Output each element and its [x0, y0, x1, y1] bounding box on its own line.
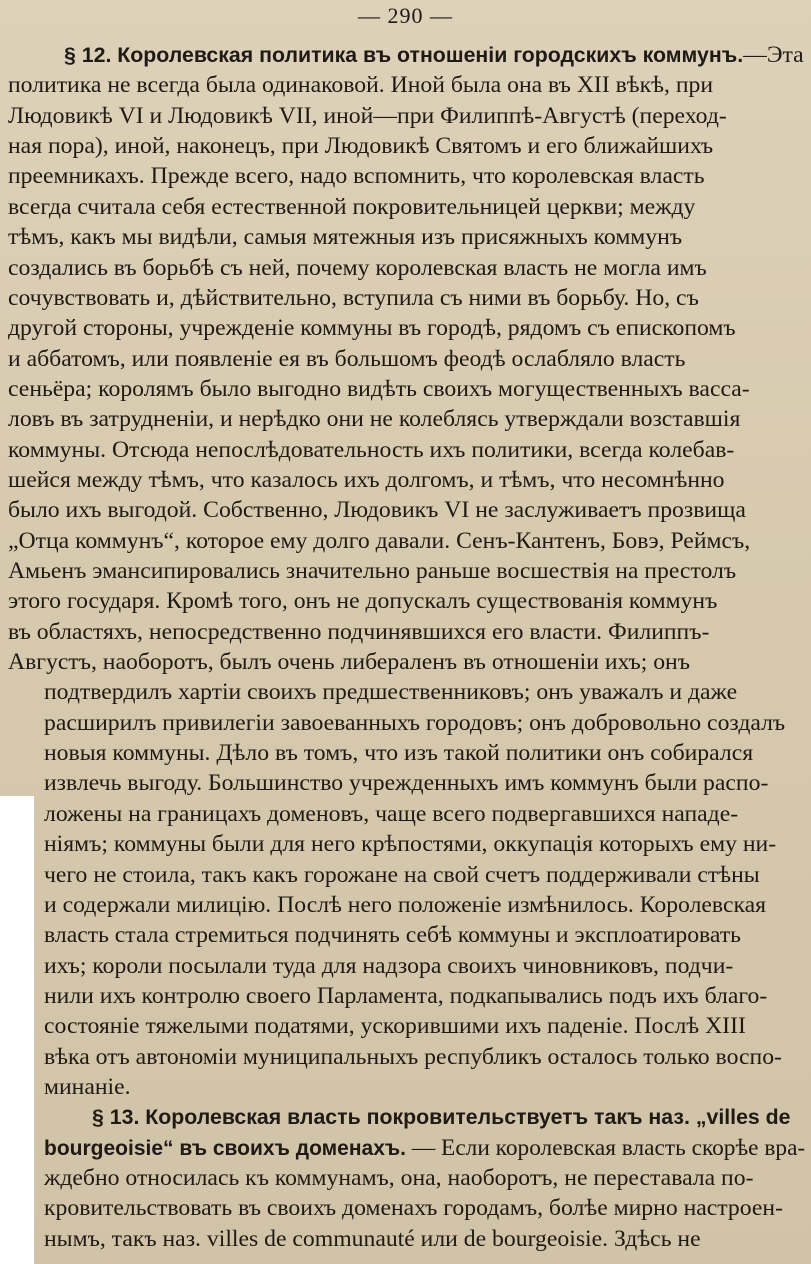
text-line: въ областяхъ, непосредственно подчинявшихся его власти. Филиппъ- [8, 618, 710, 645]
text-line: чего не стоила, такъ какъ горожане на свой счетъ поддерживали стѣны [44, 861, 760, 888]
text-line: и аббатомъ, или появленіе ея въ большомъ феодѣ ослабляло власть [8, 345, 686, 372]
text-line: новыя коммуны. Дѣло въ томъ, что изъ такой политики онъ собирался [44, 740, 754, 767]
text-line: и содержали милицію. Послѣ него положеніе измѣнилось. Королевская [44, 891, 767, 918]
text-line: ніямъ; коммуны были для него крѣпостями, оккупація которыхъ ему ни- [44, 831, 777, 858]
text-line: власть стала стремиться подчинять себѣ коммуны и эксплоатировать [44, 922, 741, 949]
section-13-heading: § 13. Королевская власть покровительствуетъ такъ наз. „villes de [92, 1105, 791, 1130]
text-line: политика не всегда была одинаковой. Иной была она въ XII вѣкѣ, при [8, 72, 714, 99]
text-line: подтвердилъ хартіи своихъ предшественниковъ; онъ уважалъ и даже [44, 679, 738, 706]
text-line: Амьенъ эмансипировались значительно раньше восшествія на престолъ [8, 558, 737, 584]
text-line: ждебно относилась къ коммунамъ, она, наоборотъ, не переставала по- [44, 1165, 754, 1191]
text-line: создались въ борьбѣ съ ней, почему королевская власть не могла имъ [8, 254, 707, 281]
text-line: было ихъ выгодой. Собственно, Людовикъ VI не заслуживаетъ прозвища [8, 497, 746, 524]
section-13-line-2-text: — Если королевская власть скорѣе вра- [406, 1134, 806, 1161]
text-line: расширилъ привилегіи завоеванныхъ городовъ; онъ добровольно создалъ [44, 709, 786, 736]
text-line: коммуны. Отсюда непослѣдовательность ихъ политики, всегда колебав- [8, 436, 735, 463]
text-line: „Отца коммунъ“, которое ему долго давали. Сенъ-Кантенъ, Бовэ, Реймсъ, [8, 527, 751, 554]
text-line: извлечь выгоду. Большинство учрежденныхъ имъ коммунъ были распо- [44, 770, 769, 797]
text-line: шейся между тѣмъ, что казалось ихъ долгомъ, и тѣмъ, что несомнѣнно [8, 466, 725, 493]
page-number: — 290 — [358, 3, 453, 28]
text-line: ловъ въ затрудненіи, и нерѣдко они не колеблясь утверждали возставшія [8, 406, 741, 433]
white-margin-patch [0, 796, 34, 1264]
text-line: ихъ; короли посылали туда для надзора своихъ чиновниковъ, подчи- [44, 952, 734, 979]
text-line: минаніе. [44, 1073, 131, 1100]
text-line: Людовикѣ VI и Людовикѣ VII, иной—при Филиппѣ-Августѣ (переход- [8, 102, 727, 129]
text-line: преемникахъ. Прежде всего, надо вспомнить, что королевская власть [8, 163, 705, 190]
text-line: нымъ, такъ наз. villes de communauté или de bourgeoisie. Здѣсь не [44, 1225, 701, 1252]
section-13-heading-line-1 [92, 1102, 791, 1132]
text-line: кровительствовать въ своихъ доменахъ городамъ, болѣе мирно настроен- [44, 1195, 783, 1222]
section-12-first-line [64, 40, 804, 70]
text-line: Августъ, наоборотъ, былъ очень либераленъ въ отношеніи ихъ; онъ [8, 649, 690, 675]
text-line: сеньёра; королямъ было выгодно видѣть своихъ могущественныхъ васса- [8, 375, 750, 402]
text-line: этого государя. Кромѣ того, онъ не допускалъ существованія коммунъ [8, 588, 718, 615]
text-line: состояніе тяжелыми податями, ускорившими ихъ паденіе. Послѣ XIII [44, 1013, 746, 1040]
text-line: всегда считала себя естественной покровительницей церкви; между [8, 193, 696, 220]
text-line: другой стороны, учрежденіе коммуны въ городѣ, рядомъ съ епископомъ [8, 315, 736, 342]
section-12-heading: § 12. Королевская политика въ отношеніи городскихъ коммунъ. [64, 43, 744, 67]
text-line: тѣмъ, какъ мы видѣли, самыя мятежныя изъ присяжныхъ коммунъ [8, 224, 683, 251]
text-line: ложены на границахъ доменовъ, чаще всего подвергавшихся нападе- [44, 800, 739, 827]
text-line: сочувствовать и, дѣйствительно, вступила съ ними въ борьбу. Но, съ [8, 284, 699, 311]
text-line: вѣка отъ автономіи муниципальныхъ республикъ осталось только воспо- [44, 1043, 782, 1070]
section-13-line-2 [44, 1133, 805, 1163]
section-13-heading-continued: bourgeoisie“ въ своихъ доменахъ. [44, 1135, 407, 1160]
text-line: нили ихъ контролю своего Парламента, подкапывались подъ ихъ благо- [44, 982, 768, 1009]
text-line: ная пора), иной, наконецъ, при Людовикѣ Святомъ и его ближайшихъ [8, 133, 714, 160]
section-12-first-line-text: —Эта [743, 42, 804, 68]
